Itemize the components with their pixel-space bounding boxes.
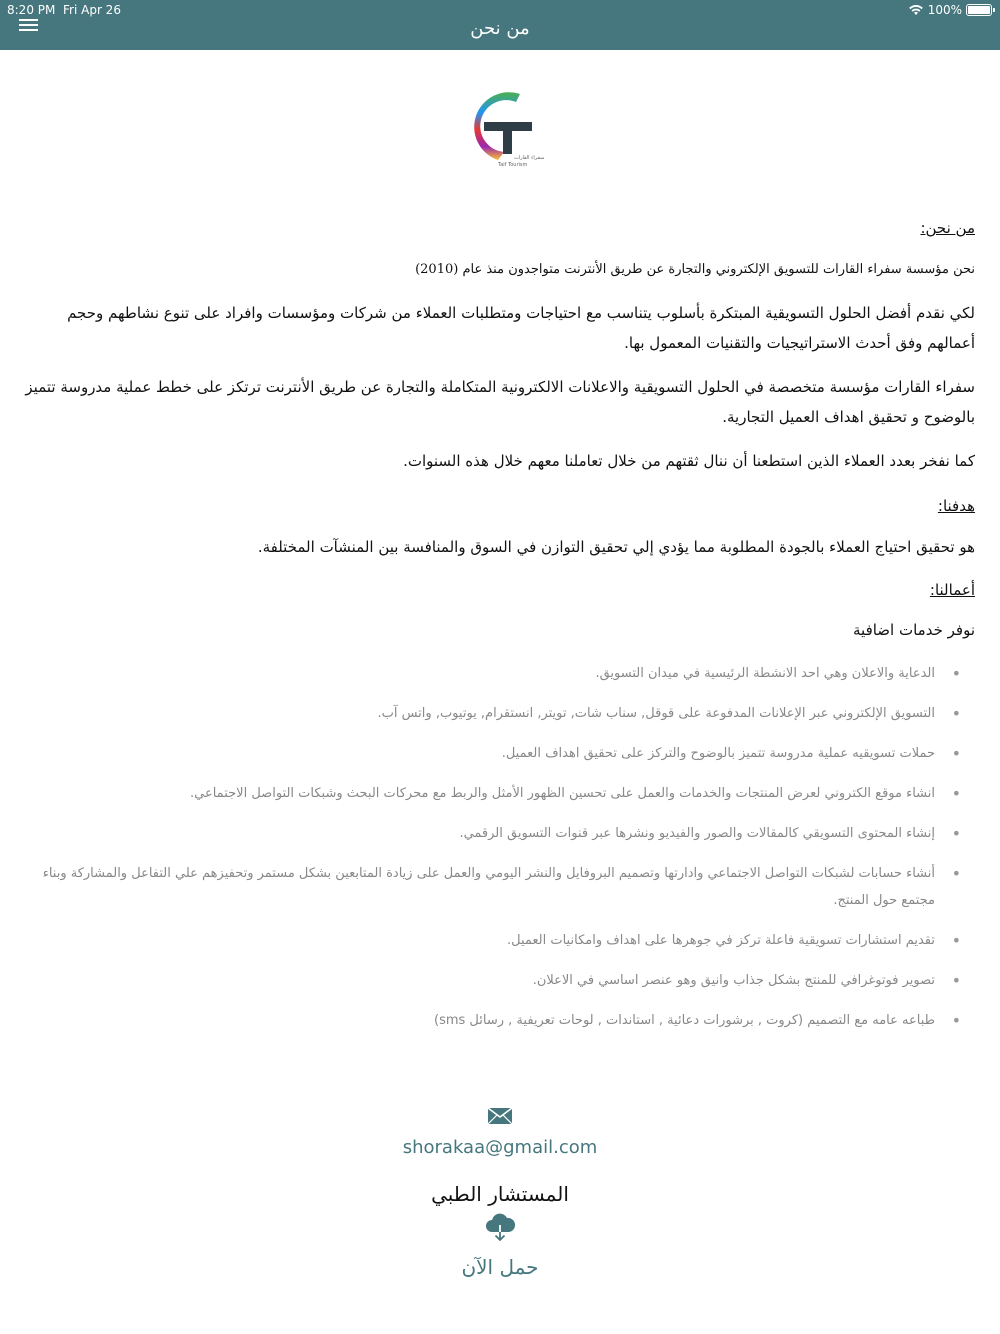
list-item: • أنشاء حسابات لشبكات التواصل الاجتماعي وادارتها وتصميم البروفايل والنشر اليومي والعمل على زيادة المتابعين بشكل مستمر وتحفيزهم علي التفاعل والمشاركة وبناء مجتمع حول المنتج. bbox=[25, 860, 935, 914]
battery-percent: 100% bbox=[927, 3, 962, 17]
contact-email-link[interactable]: shorakaa@gmail.com bbox=[402, 1137, 598, 1158]
status-date: Fri Apr 26 bbox=[63, 3, 121, 17]
about-content bbox=[25, 210, 975, 1047]
status-indicators bbox=[908, 3, 992, 17]
mail-icon bbox=[487, 1107, 513, 1125]
company-logo bbox=[458, 82, 546, 170]
logo-caption-en: Taif Tourism bbox=[498, 162, 528, 168]
works-heading: أعمالنا: bbox=[929, 581, 975, 599]
list-item: • انشاء موقع الكتروني لعرض المنتجات والخدمات والعمل على تحسين الظهور الأمثل والربط مع محركات البحث وشبكات التواصل الاجتماعي. bbox=[25, 780, 935, 807]
list-item: • إنشاء المحتوى التسويقي كالمقالات والصور والفيديو ونشرها عبر قنوات التسويق الرقمي. bbox=[25, 820, 935, 847]
download-now-link[interactable]: حمل الآن bbox=[461, 1255, 539, 1279]
about-paragraph-3: كما نفخر بعدد العملاء الذين استطعنا أن ننال ثقتهم من خلال تعاملنا معهم خلال هذه السنوات. bbox=[403, 452, 975, 470]
list-item: • حملات تسويقيه عملية مدروسة تتميز بالوضوح والتركز على تحقيق اهداف العميل. bbox=[25, 740, 935, 767]
about-heading: من نحن: bbox=[920, 219, 975, 237]
cloud-download-icon[interactable] bbox=[484, 1212, 516, 1242]
status-time: 8:20 PM bbox=[7, 3, 56, 17]
goal-text: هو تحقيق احتياج العملاء بالجودة المطلوبة مما يؤدي إلي تحقيق التوازن في السوق والمنافسة بين المنشآت المختلفة. bbox=[257, 538, 975, 556]
about-paragraph-1: لكي نقدم أفضل الحلول التسويقية المبتكرة بأسلوب يتناسب مع احتياجات ومتطلبات العملاء من شركات ومؤسسات وافراد على تنوع نشاطهم وحجم أعمالهم وفق أحدث الاستراتيجيات والتقنيات المعمول بها. bbox=[67, 304, 975, 352]
list-item: • طباعه عامه مع التصميم (كروت , برشورات دعائية , استاندات , لوحات تعريفية , رسائل sms) bbox=[25, 1007, 935, 1034]
list-item: • تصوير فوتوغرافي للمنتج بشكل جذاب وانيق وهو عنصر اساسي في الاعلان. bbox=[25, 967, 935, 994]
about-paragraph-2: سفراء القارات مؤسسة متخصصة في الحلول التسويقية والاعلانات الالكترونية المتكاملة والتجارة عن طريق الأنترنت ترتكز على خطط عملية مدروسة تتميز بالوضوح و تحقيق اهداف العميل التجارية. bbox=[25, 378, 975, 426]
about-intro: نحن مؤسسة سفراء القارات للتسويق الإلكتروني والتجارة عن طريق الأنترنت متواجدون منذ عام (2010) bbox=[415, 262, 975, 277]
list-item: • تقديم استشارات تسويقية فاعلة تركز في جوهرها على اهداف وامكانيات العميل. bbox=[25, 927, 935, 954]
list-item: • الدعاية والاعلان وهي احد الانشطة الرئيسية في ميدان التسويق. bbox=[25, 660, 935, 687]
goal-heading: هدفنا: bbox=[937, 497, 975, 515]
services-title: نوفر خدمات اضافية bbox=[853, 621, 975, 639]
app-name: المستشار الطبي bbox=[431, 1182, 569, 1206]
logo-caption-ar: سفراء القارات bbox=[514, 155, 545, 161]
wifi-icon bbox=[908, 4, 924, 16]
page-title: من نحن bbox=[470, 18, 530, 39]
battery-icon bbox=[966, 4, 992, 16]
services-list bbox=[25, 660, 975, 1034]
top-bar bbox=[0, 0, 1000, 50]
list-item: • التسويق الإلكتروني عبر الإعلانات المدفوعة على قوقل, سناب شات, تويتر, انستقرام, يوتيوب, واتس آب. bbox=[25, 700, 935, 727]
